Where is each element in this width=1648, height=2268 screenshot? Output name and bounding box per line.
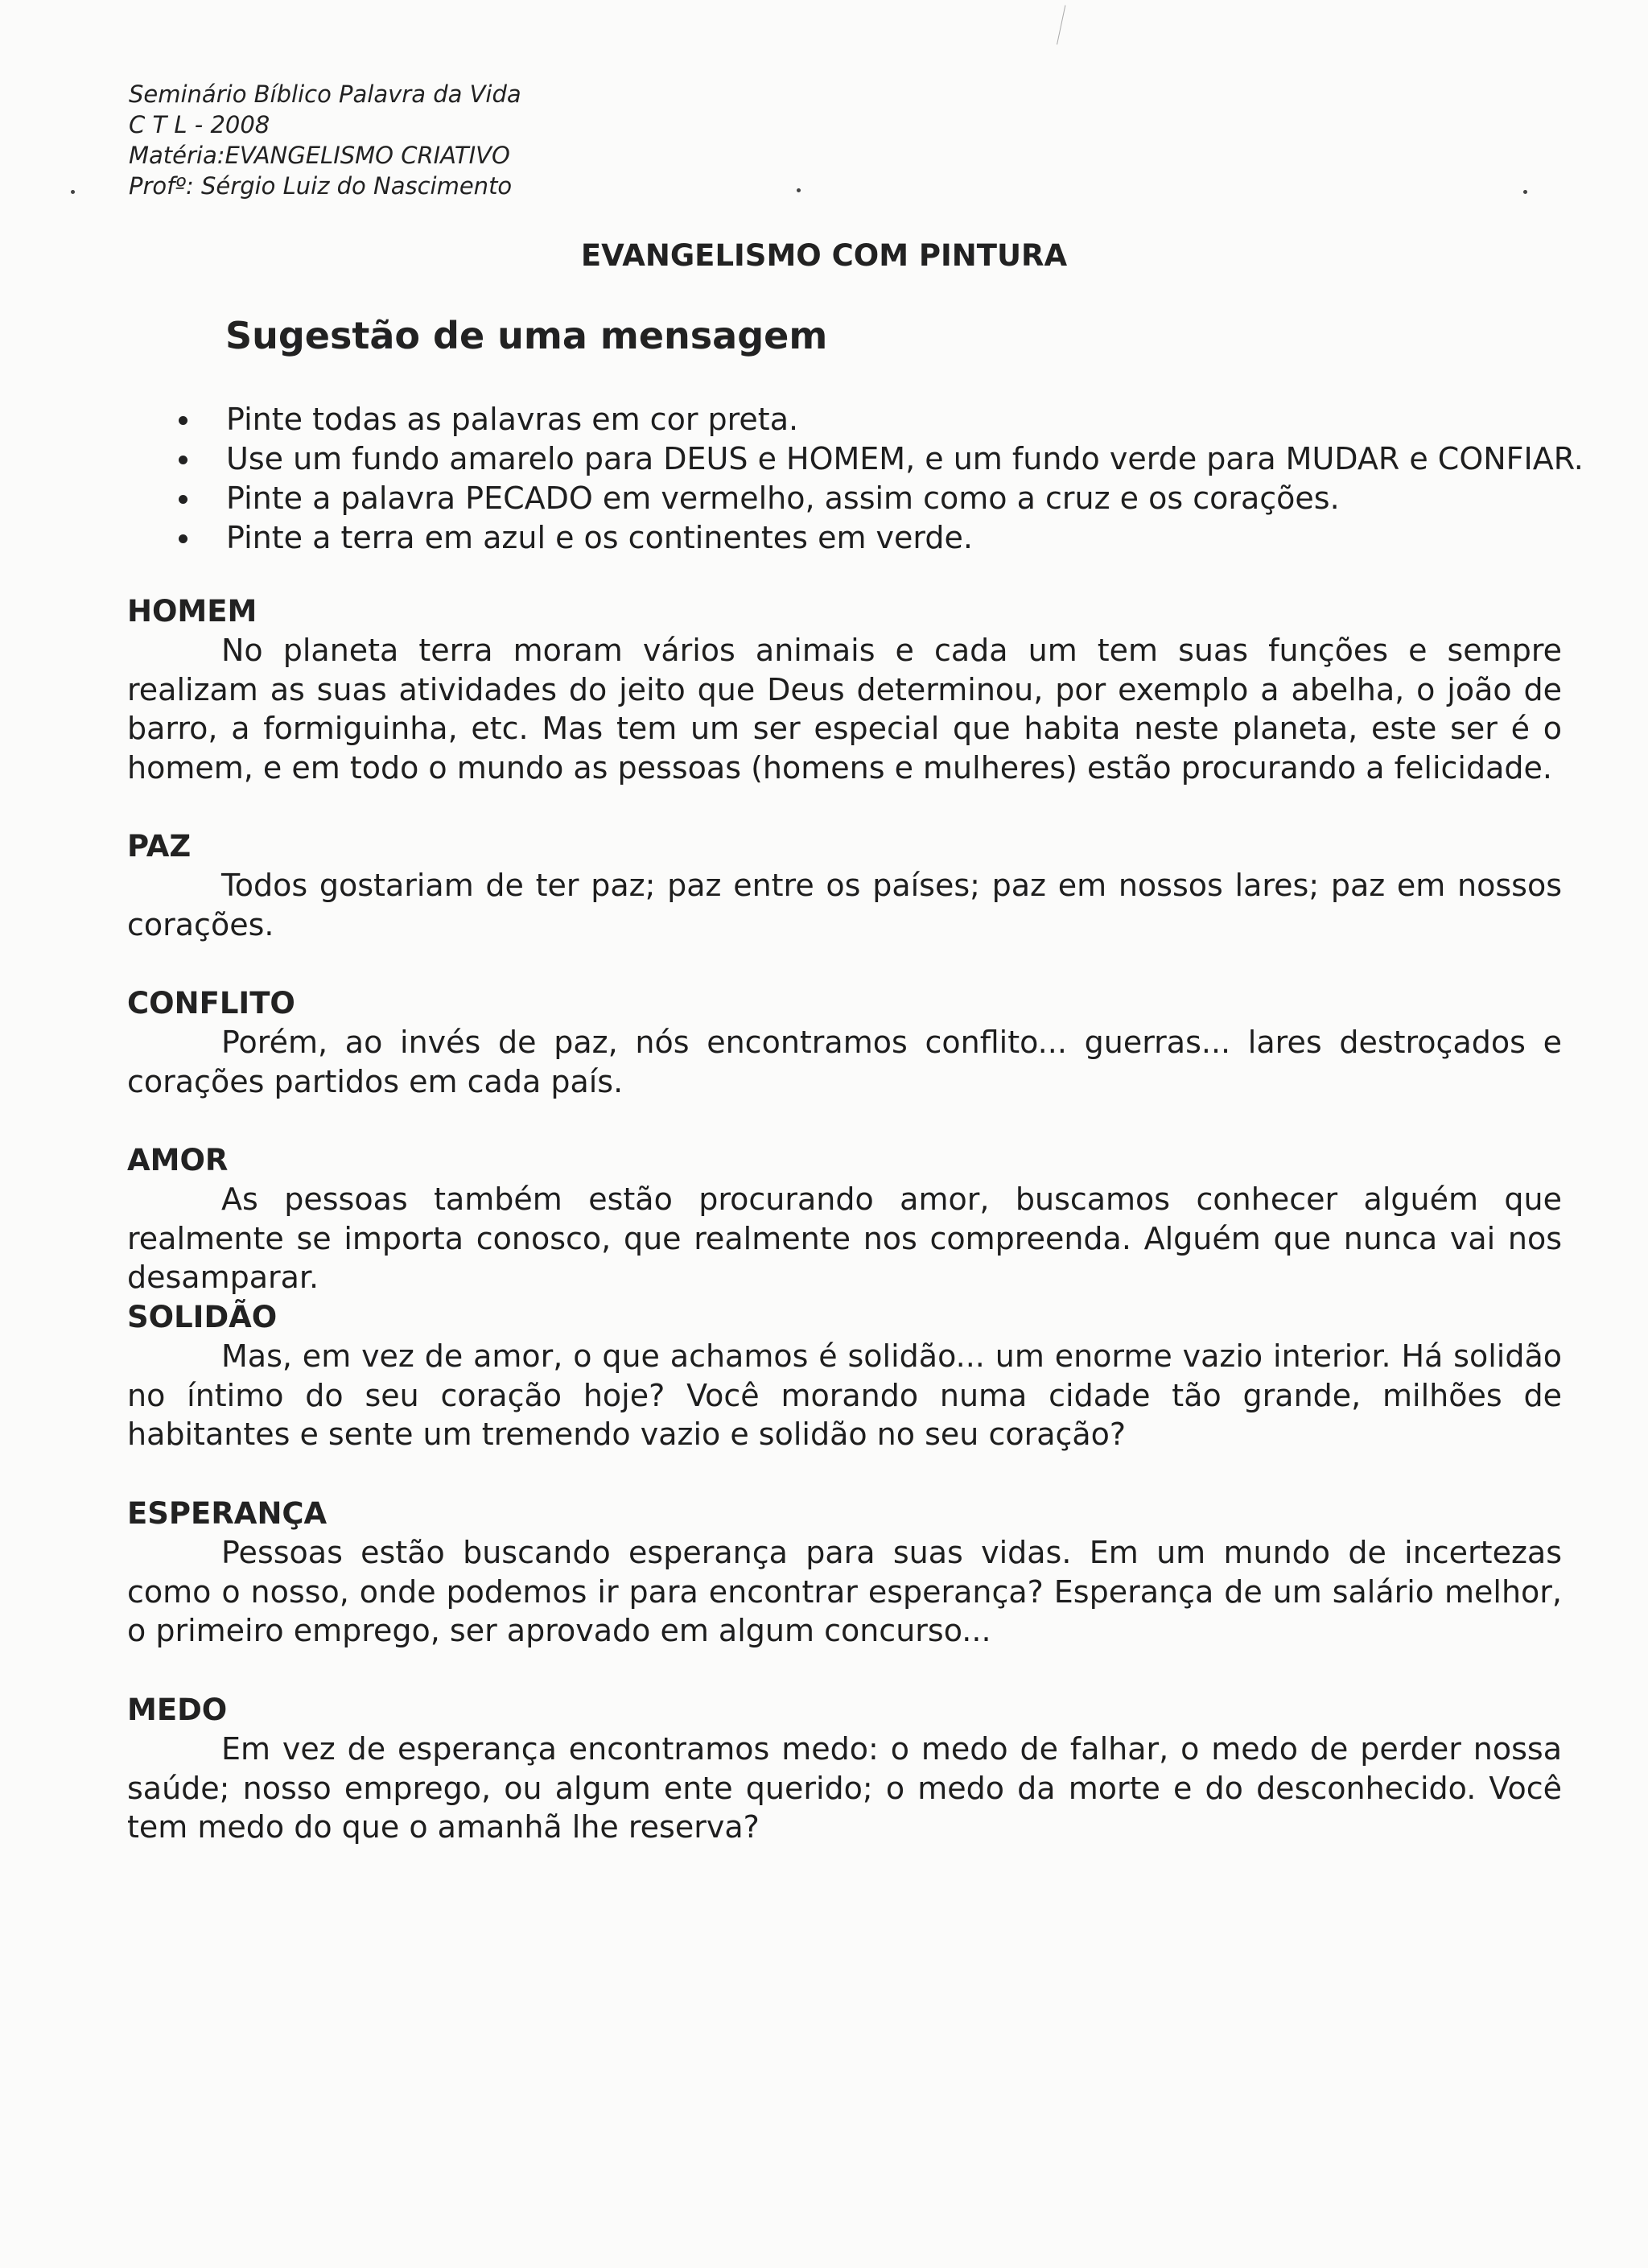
section-body: Todos gostariam de ter paz; paz entre os países; paz em nossos lares; paz em nossos corações.: [127, 868, 1562, 942]
section-body: Em vez de esperança encontramos medo: o medo de falhar, o medo de perder nossa saúde; nosso emprego, ou algum ente querido; o medo da morte e do desconhecido. Você tem medo do que o amanhã lhe reserva?: [127, 1731, 1562, 1845]
instruction-item: Pinte todas as palavras em cor preta.: [175, 400, 1592, 439]
course-header: [129, 79, 521, 201]
seminary-name: Seminário Bíblico Palavra da Vida: [129, 80, 521, 108]
section-body: As pessoas também estão procurando amor, buscamos conhecer alguém que realmente se importa conosco, que realmente nos compreenda. Alguém que nunca vai nos desamparar.: [127, 1181, 1562, 1295]
scan-speck: [71, 190, 75, 194]
section-heading: AMOR: [127, 1143, 229, 1177]
section-esperanca: [127, 1495, 1562, 1651]
course-year: C T L - 2008: [129, 111, 270, 138]
scan-speck: [1523, 190, 1527, 194]
instruction-list: [175, 400, 1592, 558]
page-subtitle: Sugestão de uma mensagem: [225, 314, 828, 357]
section-heading: CONFLITO: [127, 986, 295, 1021]
section-heading: MEDO: [127, 1693, 228, 1727]
section-homem: [127, 592, 1562, 787]
section-body: Mas, em vez de amor, o que achamos é solidão... um enorme vazio interior. Há solidão no íntimo do seu coração hoje? Você morando numa cidade tão grande, milhões de habitantes e sente um tremendo vazio e solidão no seu coração?: [127, 1338, 1562, 1452]
section-heading: HOMEM: [127, 594, 258, 629]
section-heading: SOLIDÃO: [127, 1300, 278, 1334]
section-paz: [127, 827, 1562, 944]
section-heading: PAZ: [127, 829, 192, 864]
instruction-item: Use um fundo amarelo para DEUS e HOMEM, e um fundo verde para MUDAR e CONFIAR.: [175, 439, 1592, 479]
section-conflito: [127, 984, 1562, 1101]
instruction-item: Pinte a palavra PECADO em vermelho, assim como a cruz e os corações.: [175, 479, 1592, 518]
instruction-item: Pinte a terra em azul e os continentes em verde.: [175, 518, 1592, 558]
section-amor: [127, 1141, 1562, 1297]
section-solidao: [127, 1298, 1562, 1454]
section-medo: [127, 1691, 1562, 1847]
subject-line: Matéria:EVANGELISMO CRIATIVO: [129, 142, 510, 169]
section-body: Porém, ao invés de paz, nós encontramos conflito... guerras... lares destroçados e corações partidos em cada país.: [127, 1025, 1562, 1099]
scan-mark: [1057, 5, 1082, 47]
section-heading: ESPERANÇA: [127, 1496, 328, 1531]
section-body: Pessoas estão buscando esperança para suas vidas. Em um mundo de incertezas como o nosso, onde podemos ir para encontrar esperança? Esperança de um salário melhor, o primeiro emprego, ser aprovado em algum concurso...: [127, 1535, 1562, 1648]
scan-speck: [797, 188, 801, 192]
page-title: EVANGELISMO COM PINTURA: [580, 238, 1068, 273]
section-body: No planeta terra moram vários animais e cada um tem suas funções e sempre realizam as suas atividades do jeito que Deus determinou, por exemplo a abelha, o joão de barro, a formiguinha, etc. Mas tem um ser especial que habita neste planeta, este ser é o homem, e em todo o mundo as pessoas (homens e mulheres) estão procurando a felicidade.: [127, 633, 1562, 786]
professor-line: Profº: Sérgio Luiz do Nascimento: [129, 172, 513, 200]
